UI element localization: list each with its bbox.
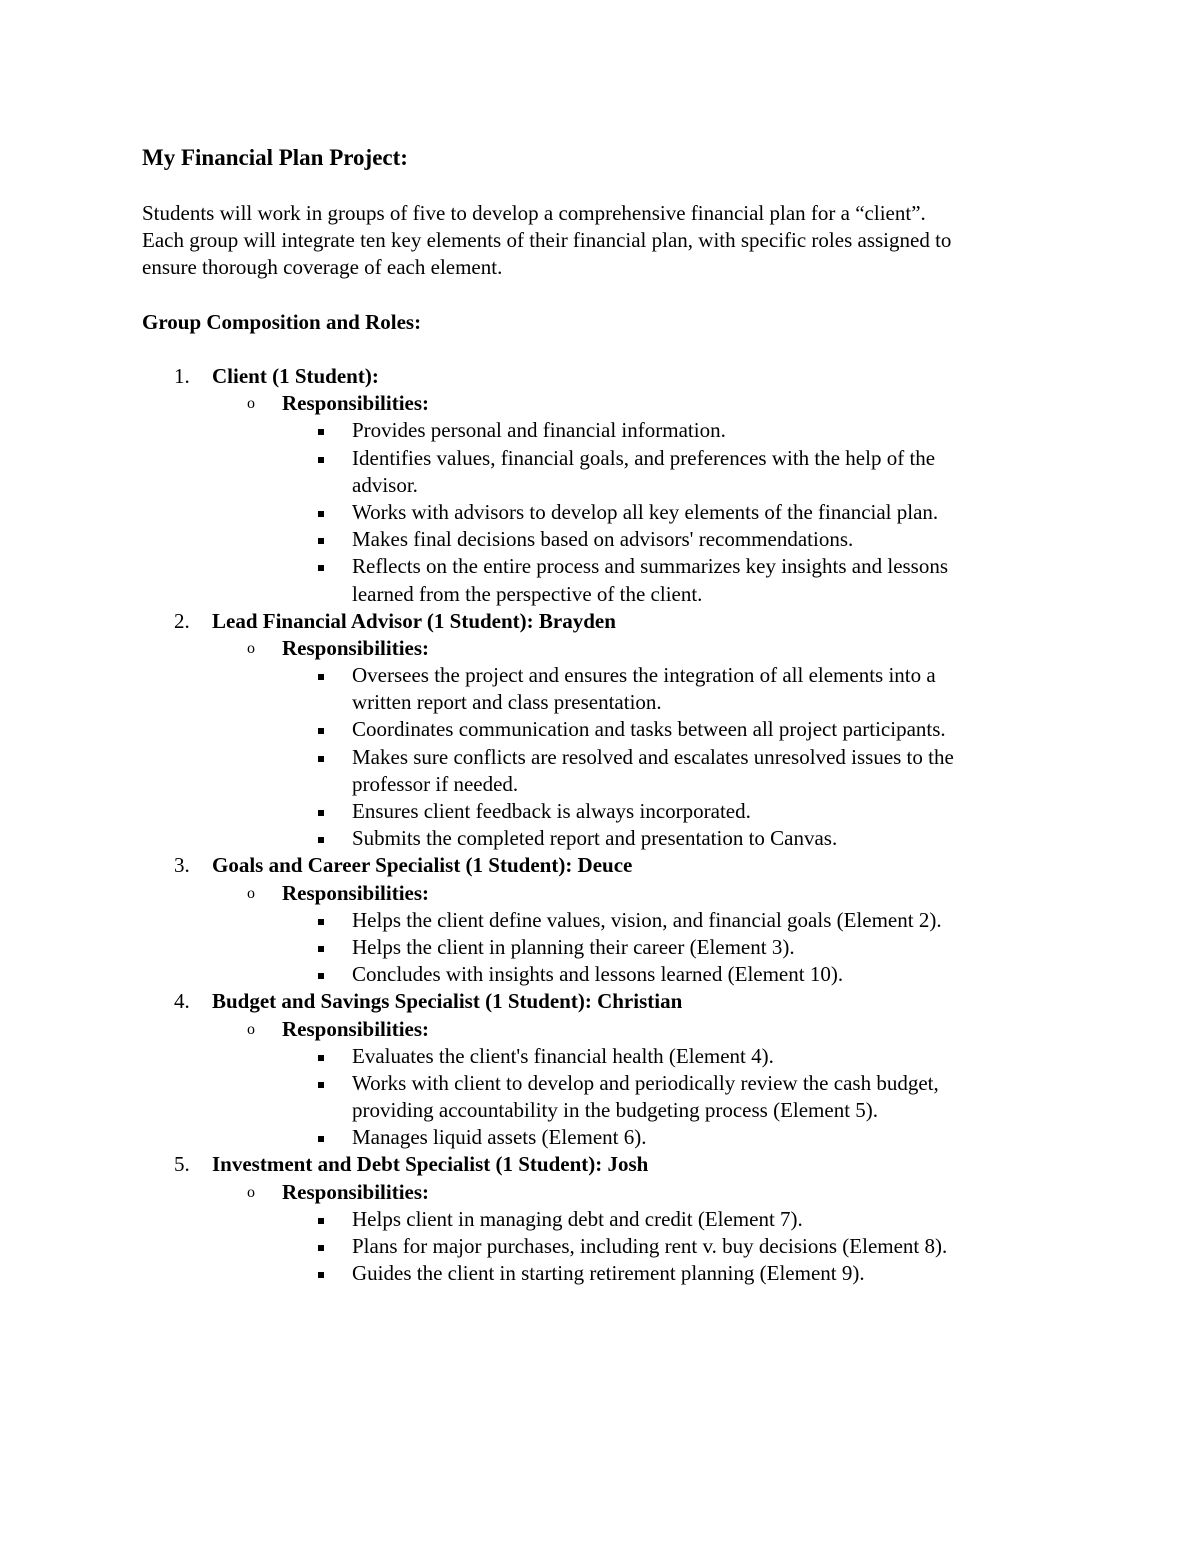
square-bullet-icon [318, 1082, 324, 1088]
bullet-text: learned from the perspective of the client. [352, 581, 703, 606]
bullet-item [0, 934, 1200, 961]
square-bullet-icon [318, 837, 324, 843]
square-bullet-icon [318, 429, 324, 435]
intro-line: Each group will integrate ten key elements of their financial plan, with specific roles assigned to [142, 228, 952, 252]
square-bullet-icon [318, 1272, 324, 1278]
responsibilities-row [0, 1016, 1200, 1043]
bullet-item [0, 662, 1200, 689]
square-bullet-icon [318, 1136, 324, 1142]
square-bullet-icon [318, 674, 324, 680]
role-number: 1. [174, 364, 190, 388]
bullet-item [0, 1206, 1200, 1233]
roles-list [0, 363, 1200, 1287]
square-bullet-icon [318, 457, 324, 463]
bullet-text: providing accountability in the budgeting process (Element 5). [352, 1098, 879, 1123]
role-number: 2. [174, 608, 190, 633]
square-bullet-icon [318, 919, 324, 925]
bullet-item-continuation [0, 689, 1200, 716]
bullet-item [0, 1233, 1200, 1260]
square-bullet-icon [318, 946, 324, 952]
bullet-text: Helps client in managing debt and credit (Element 7). [352, 1206, 803, 1231]
bullet-text: Concludes with insights and lessons learned (Element 10). [352, 962, 844, 987]
square-bullet-icon [318, 973, 324, 979]
responsibilities-row [0, 390, 1200, 417]
role-item [0, 608, 1200, 635]
bullet-text: Coordinates communication and tasks between all project participants. [352, 717, 946, 742]
bullet-text: written report and class presentation. [352, 690, 662, 715]
responsibilities-row [0, 1179, 1200, 1206]
bullet-item [0, 716, 1200, 743]
role-number: 5. [174, 1152, 190, 1177]
responsibilities-label: Responsibilities: [282, 1016, 430, 1041]
responsibilities-label: Responsibilities: [282, 880, 430, 905]
intro-paragraph [142, 200, 1082, 281]
bullet-text: Oversees the project and ensures the integration of all elements into a [352, 663, 936, 688]
role-title: Investment and Debt Specialist (1 Student): Josh [212, 1152, 649, 1177]
bullet-item [0, 907, 1200, 934]
bullet-text: Provides personal and financial information. [352, 418, 726, 443]
square-bullet-icon [318, 810, 324, 816]
bullet-text: Works with client to develop and periodically review the cash budget, [352, 1070, 939, 1095]
role-item [0, 988, 1200, 1015]
bullet-item-continuation [0, 581, 1200, 608]
bullet-item [0, 1070, 1200, 1097]
circle-bullet-icon: o [247, 639, 255, 657]
bullet-item [0, 1124, 1200, 1151]
role-number: 4. [174, 989, 190, 1014]
document-title: My Financial Plan Project: [142, 145, 408, 170]
bullet-text: Works with advisors to develop all key elements of the financial plan. [352, 499, 939, 524]
role-number: 3. [174, 853, 190, 878]
role-title: Budget and Savings Specialist (1 Student): Christian [212, 989, 683, 1014]
role-title: Goals and Career Specialist (1 Student): Deuce [212, 853, 633, 878]
bullet-text: professor if needed. [352, 771, 519, 796]
bullet-item-continuation [0, 1097, 1200, 1124]
responsibilities-label: Responsibilities: [282, 635, 430, 660]
circle-bullet-icon: o [247, 1020, 255, 1038]
bullet-text: Guides the client in starting retirement planning (Element 9). [352, 1261, 865, 1286]
responsibilities-row [0, 880, 1200, 907]
bullet-item [0, 744, 1200, 771]
role-item [0, 1151, 1200, 1178]
square-bullet-icon [318, 728, 324, 734]
responsibilities-label: Responsibilities: [282, 391, 430, 416]
bullet-text: Makes final decisions based on advisors' recommendations. [352, 527, 854, 552]
bullet-item [0, 961, 1200, 988]
bullet-text: Identifies values, financial goals, and preferences with the help of the [352, 445, 936, 470]
bullet-text: Reflects on the entire process and summarizes key insights and lessons [352, 554, 949, 579]
bullet-item [0, 825, 1200, 852]
bullet-text: Ensures client feedback is always incorporated. [352, 799, 751, 823]
bullet-item-continuation [0, 472, 1200, 499]
bullet-item [0, 526, 1200, 553]
square-bullet-icon [318, 1055, 324, 1061]
responsibilities-row [0, 635, 1200, 662]
bullet-item [0, 417, 1200, 444]
square-bullet-icon [318, 538, 324, 544]
circle-bullet-icon: o [247, 395, 255, 413]
bullet-text: Evaluates the client's financial health (Element 4). [352, 1043, 774, 1068]
role-item [0, 852, 1200, 879]
square-bullet-icon [318, 565, 324, 571]
role-title: Lead Financial Advisor (1 Student): Brayden [212, 608, 616, 633]
bullet-text: Manages liquid assets (Element 6). [352, 1125, 647, 1150]
intro-line: Students will work in groups of five to develop a comprehensive financial plan for a “client”. [142, 201, 926, 225]
bullet-item [0, 553, 1200, 580]
bullet-text: advisor. [352, 472, 418, 497]
bullet-item [0, 1260, 1200, 1287]
intro-line: ensure thorough coverage of each element. [142, 255, 503, 279]
bullet-item [0, 445, 1200, 472]
section-heading: Group Composition and Roles: [142, 310, 422, 334]
bullet-item [0, 798, 1200, 825]
bullet-item-continuation [0, 771, 1200, 798]
bullet-item [0, 1043, 1200, 1070]
bullet-item [0, 499, 1200, 526]
bullet-text: Makes sure conflicts are resolved and escalates unresolved issues to the [352, 744, 954, 769]
square-bullet-icon [318, 756, 324, 762]
bullet-text: Helps the client in planning their career (Element 3). [352, 934, 795, 959]
circle-bullet-icon: o [247, 1183, 255, 1201]
responsibilities-label: Responsibilities: [282, 1179, 430, 1204]
bullet-text: Helps the client define values, vision, and financial goals (Element 2). [352, 907, 942, 932]
square-bullet-icon [318, 1245, 324, 1251]
bullet-text: Submits the completed report and presentation to Canvas. [352, 826, 838, 851]
bullet-text: Plans for major purchases, including rent v. buy decisions (Element 8). [352, 1234, 948, 1258]
role-title: Client (1 Student): [212, 364, 379, 388]
circle-bullet-icon: o [247, 884, 255, 902]
role-item [0, 363, 1200, 390]
square-bullet-icon [318, 1218, 324, 1224]
square-bullet-icon [318, 511, 324, 517]
